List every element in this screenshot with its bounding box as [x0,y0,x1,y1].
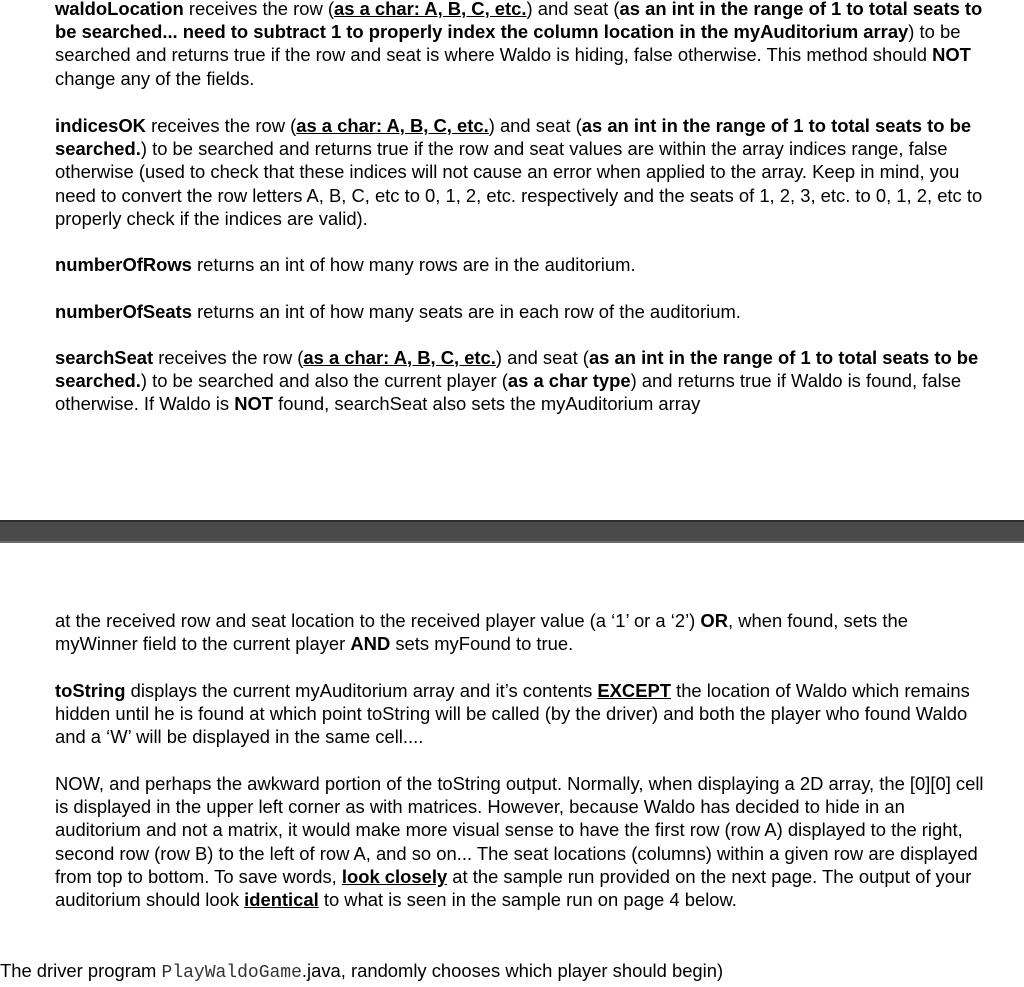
waldoLocation-description: waldoLocation receives the row (as a char: A, B, C, etc.) and seat (as an int in the range of 1 to total seats to be searched... need to subtract 1 to properly index the column location in the myAuditorium array) to be searched and returns true if the row and seat is where Waldo is hiding, false otherwise. This method should NOT change any of the fields. [55,0,983,89]
page-break-divider [0,520,1024,543]
class-name-code: PlayWaldoGame [161,963,302,983]
method-name: numberOfRows [55,254,192,275]
driver-program-note: The driver program PlayWaldoGame.java, randomly chooses which player should begin) [0,960,724,983]
method-name: waldoLocation [55,0,184,19]
emphasis-underline: identical [244,889,319,911]
emphasis-underline: as a char: A, B, C, etc. [296,115,489,136]
toString-description: toString displays the current myAuditorium array and it’s contents EXCEPT the location of Waldo which remains hidden until he is found at which point toString will be called (by the driver) and both the player who found Waldo and a ‘W’ will be displayed in the same cell.... [55,680,970,748]
method-name: searchSeat [55,347,154,368]
searchSeat-description: searchSeat receives the row (as a char: A, B, C, etc.) and seat (as an int in the range of 1 to total seats to be searched.) to be searched and also the current player (as a char type) and returns true if Waldo is found, false otherwise. If Waldo is NOT found, searchSeat also sets the myAuditorium array [55,347,979,415]
searchSeat-description-continued: at the received row and seat location to the received player value (a ‘1’ or a ‘2’) OR, when found, sets the myWinner field to the current player AND sets myFound to true. [55,610,908,655]
emphasis-underline: EXCEPT [597,680,671,701]
emphasis-underline: as a char: A, B, C, etc. [334,0,527,19]
indicesOK-description: indicesOK receives the row (as a char: A, B, C, etc.) and seat (as an int in the range of 1 to total seats to be searched.) to be searched and returns true if the row and seat values are within the array indices range, false otherwise (used to check that these indices will not cause an error when applied to the array. Keep in mind, you need to convert the row letters A, B, C, etc to 0, 1, 2, etc. respectively and the seats of 1, 2, 3, etc. to 0, 1, 2, etc to properly check if the indices are valid). [55,115,983,229]
emphasis-underline: look closely [341,865,448,887]
emphasis-underline: as a char: A, B, C, etc. [303,347,496,368]
method-name: indicesOK [55,115,146,136]
method-name: toString [55,680,126,701]
toString-layout-explanation: NOW, and perhaps the awkward portion of the toString output. Normally, when displaying a 2D array, the [0][0] cell is displayed in the upper left corner as with matrices. However, because Waldo has decided to hide in an auditorium and not a matrix, it would make more visual sense to have the first row (row A) displayed to the right, second row (row B) to the left of row A, and so on... The seat locations (columns) within a given row are displayed from top to bottom. To save words, look closely at the sample run provided on the next page. The output of your auditorium should look identical to what is seen in the sample run on page 4 below. [55,773,984,911]
page-bottom [0,543,1024,987]
numberOfRows-description: numberOfRows returns an int of how many rows are in the auditorium. [55,254,636,275]
numberOfSeats-description: numberOfSeats returns an int of how many seats are in each row of the auditorium. [55,301,741,322]
method-name: numberOfSeats [55,301,192,322]
